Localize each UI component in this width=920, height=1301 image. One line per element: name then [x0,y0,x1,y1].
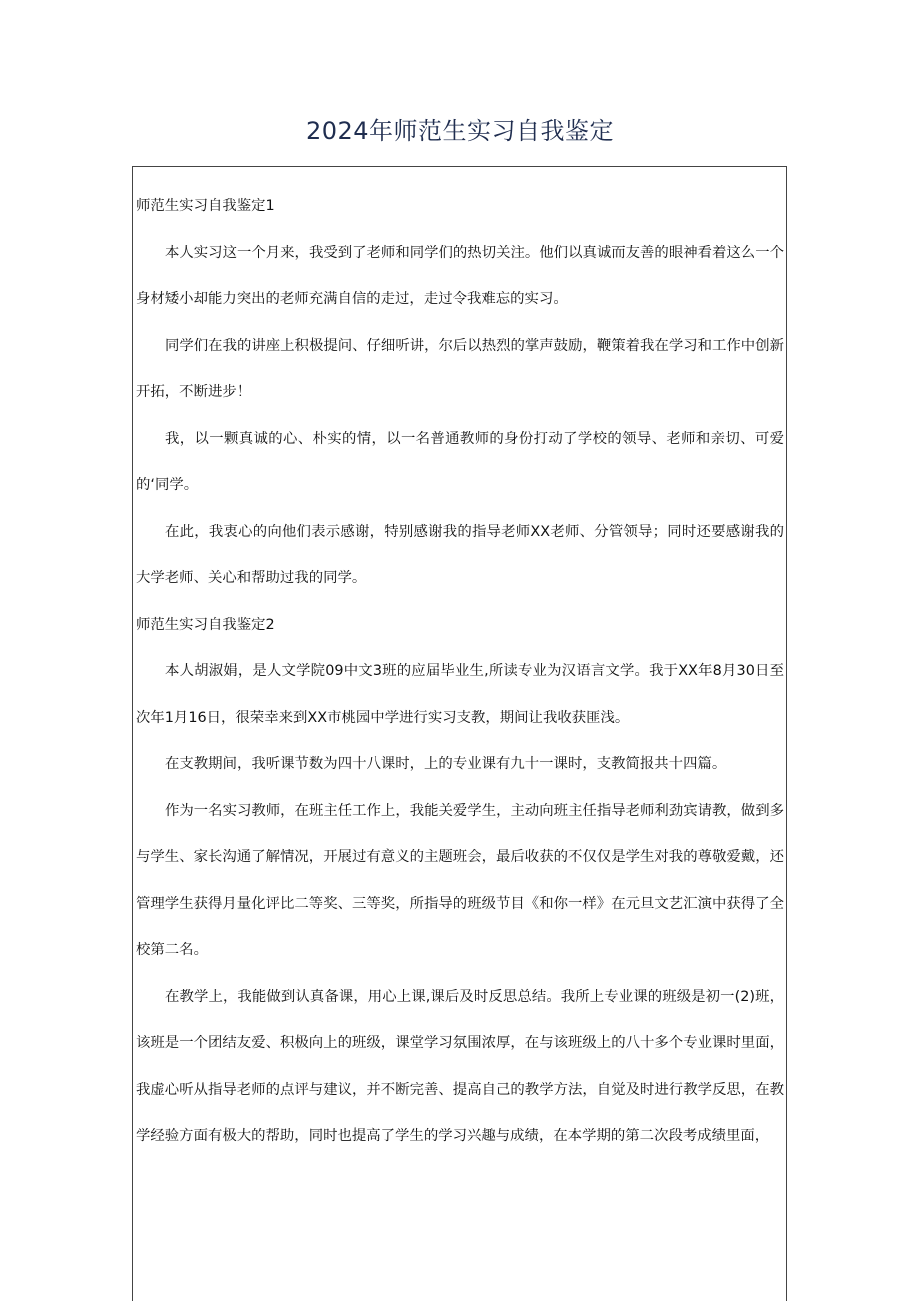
paragraph: 我，以一颗真诚的心、朴实的情，以一名普通教师的身份打动了学校的领导、老师和亲切、可爱的‘同学。 [136,430,784,493]
paragraph: 本人胡淑娟，是人文学院09中文3班的应届毕业生,所读专业为汉语言文学。我于XX年8月30日至次年1月16日，很荣幸来到XX市桃园中学进行实习支教，期间让我收获匪浅。 [136,663,784,726]
document-title: 2024年师范生实习自我鉴定 [305,117,615,145]
paragraph: 在支教期间，我听课节数为四十八课时，上的专业课有九十一课时，支教简报共十四篇。 [165,756,727,772]
section-heading-2: 师范生实习自我鉴定2 [136,616,275,633]
paragraph: 在教学上，我能做到认真备课，用心上课,课后及时反思总结。我所上专业课的班级是初一(2)班，该班是一个团结友爱、积极向上的班级，课堂学习氛围浓厚，在与该班级上的八十多个专业课时里面，我虚心听从指导老师的点评与建议，并不断完善、提高自己的教学方法，自觉及时进行教学反思，在教学经验方面有极大的帮助，同时也提高了学生的学习兴趣与成绩，在本学期的第二次段考成绩里面， [136,988,784,1144]
section-heading-1: 师范生实习自我鉴定1 [136,198,275,214]
paragraph: 同学们在我的讲座上积极提问、仔细听讲，尔后以热烈的掌声鼓励，鞭策着我在学习和工作中创新开拓，不断进步！ [136,337,784,400]
document-body [136,183,784,1160]
paragraph: 本人实习这一个月来，我受到了老师和同学们的热切关注。他们以真诚而友善的眼神看着这么一个身材矮小却能力突出的老师充满自信的走过，走过令我难忘的实习。 [136,244,784,307]
paragraph: 作为一名实习教师，在班主任工作上，我能关爱学生，主动向班主任指导老师利劲宾请教，做到多与学生、家长沟通了解情况，开展过有意义的主题班会，最后收获的不仅仅是学生对我的尊敬爱戴，还管理学生获得月量化评比二等奖、三等奖，所指导的班级节目《和你一样》在元旦文艺汇演中获得了全校第二名。 [136,802,784,958]
paragraph: 在此，我衷心的向他们表示感谢，特别感谢我的指导老师XX老师、分管领导；同时还要感谢我的大学老师、关心和帮助过我的同学。 [136,523,784,586]
